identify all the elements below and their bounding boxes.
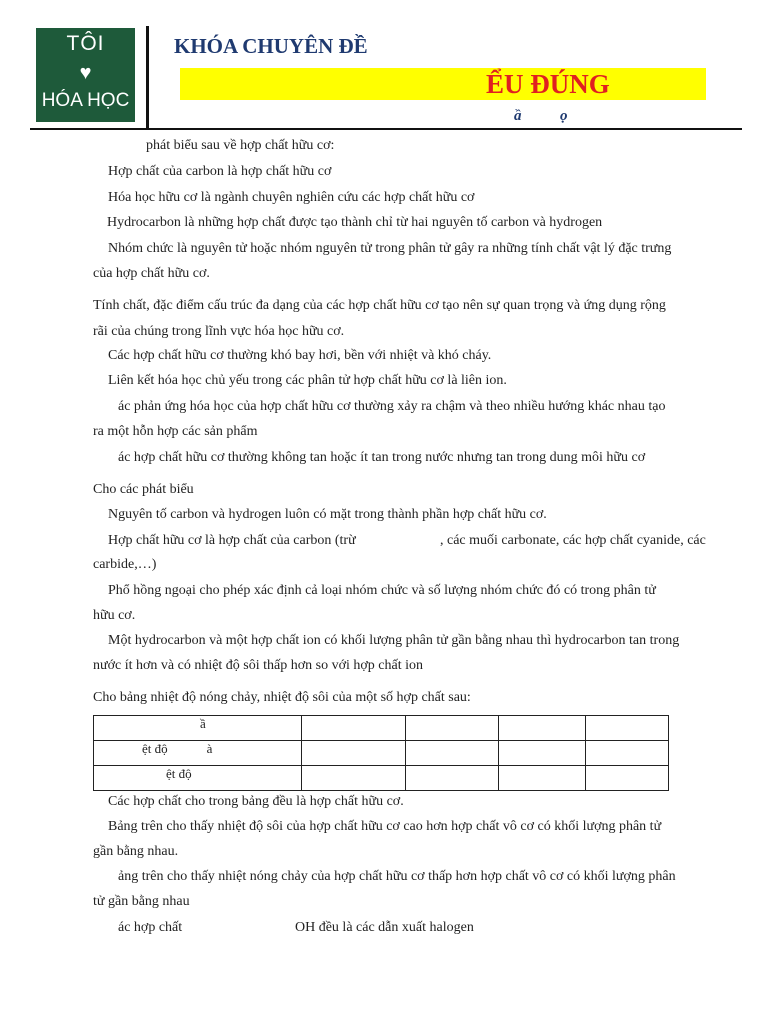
text-line: Hóa học hữu cơ là ngành chuyên nghiên cứu các hợp chất hữu cơ (108, 190, 475, 205)
text-line: Hợp chất hữu cơ là hợp chất của carbon (trừ (108, 533, 356, 548)
text-line: Các hợp chất cho trong bảng đều là hợp chất hữu cơ. (108, 794, 404, 809)
text-line: Nguyên tố carbon và hydrogen luôn có mặt trong thành phần hợp chất hữu cơ. (108, 507, 547, 522)
table-cell: ầ (94, 716, 302, 741)
table-cell (302, 766, 406, 791)
text-line: gần bằng nhau. (93, 844, 179, 859)
table-cell (586, 716, 669, 741)
text-line: rãi của chúng trong lĩnh vực hóa học hữu cơ. (93, 324, 345, 339)
table-row (94, 766, 669, 791)
text-line: Nhóm chức là nguyên tử hoặc nhóm nguyên tử trong phân tử gây ra những tính chất vật lý đặc trưng (108, 241, 672, 256)
text-line: phát biểu sau về hợp chất hữu cơ: (146, 138, 335, 153)
course-title: KHÓA CHUYÊN ĐỀ (174, 34, 368, 58)
text-line: Bảng trên cho thấy nhiệt độ sôi của hợp chất hữu cơ cao hơn hợp chất vô cơ có khối lượng phân tử (108, 819, 662, 834)
table-cell (499, 716, 586, 741)
text-line: Liên kết hóa học chủ yếu trong các phân tử hợp chất hữu cơ là liên ion. (108, 373, 507, 388)
logo (36, 28, 135, 122)
text-line: Tính chất, đặc điểm cấu trúc đa dạng của các hợp chất hữu cơ tạo nên sự quan trọng và ứng dụng rộng (93, 298, 666, 313)
text-line: ác hợp chất (118, 920, 183, 935)
compound-table (93, 715, 669, 791)
header-divider-vertical (146, 26, 149, 128)
text-line: ác hợp chất hữu cơ thường không tan hoặc ít tan trong nước nhưng tan trong dung môi hữu cơ (118, 450, 646, 465)
text-line: Các hợp chất hữu cơ thường khó bay hơi, bền với nhiệt và khó cháy. (108, 348, 492, 363)
text-line: tử gần bằng nhau (93, 894, 190, 909)
logo-line2: HÓA HỌC (41, 90, 130, 111)
text-line: ảng trên cho thấy nhiệt nóng chảy của hợp chất hữu cơ thấp hơn hợp chất vô cơ có khối lượng phân (118, 869, 676, 884)
banner-text: ỂU ĐÚNG (486, 69, 610, 99)
table-cell (586, 741, 669, 766)
table-cell (406, 716, 499, 741)
text-line: của hợp chất hữu cơ. (93, 266, 210, 281)
table-cell (499, 766, 586, 791)
text-line: Một hydrocarbon và một hợp chất ion có khối lượng phân tử gần bằng nhau thì hydrocarbon tan trong (108, 633, 680, 648)
text-line: Hydrocarbon là những hợp chất được tạo thành chỉ từ hai nguyên tố carbon và hydrogen (107, 215, 603, 230)
text-line: nước ít hơn và có nhiệt độ sôi thấp hơn so với hợp chất ion (93, 658, 424, 673)
text-line: ra một hỗn hợp các sản phẩm (93, 424, 258, 439)
text-line: Cho các phát biểu (93, 482, 194, 497)
table-cell (499, 741, 586, 766)
heart-icon: ♥ (79, 62, 92, 84)
text-line: hữu cơ. (93, 608, 136, 623)
text-line: Hợp chất của carbon là hợp chất hữu cơ (108, 164, 332, 179)
table-row (94, 741, 669, 766)
table-cell (302, 716, 406, 741)
table-row (94, 716, 669, 741)
table-cell (586, 766, 669, 791)
text-line: OH đều là các dẫn xuất halogen (295, 920, 474, 935)
logo-line1: TÔI (66, 32, 105, 55)
table-cell (406, 766, 499, 791)
table-cell: ệt độ (94, 766, 302, 791)
text-line: Cho bảng nhiệt độ nóng chảy, nhiệt độ sôi của một số hợp chất sau: (93, 690, 471, 705)
table-cell: ệt độ à (94, 741, 302, 766)
header-fragment: ọ (560, 108, 568, 124)
title-banner (180, 68, 706, 100)
text-line: Phổ hồng ngoại cho phép xác định cả loại nhóm chức và số lượng nhóm chức đó có trong phân tử (108, 583, 656, 598)
text-line: carbide,…) (93, 557, 157, 572)
text-line: ác phản ứng hóa học của hợp chất hữu cơ thường xảy ra chậm và theo nhiều hướng khác nhau tạo (118, 399, 666, 414)
table-cell (302, 741, 406, 766)
header-fragment: ầ (514, 108, 522, 124)
header-divider (30, 128, 742, 130)
table-cell (406, 741, 499, 766)
text-line: , các muối carbonate, các hợp chất cyanide, các (440, 533, 706, 548)
